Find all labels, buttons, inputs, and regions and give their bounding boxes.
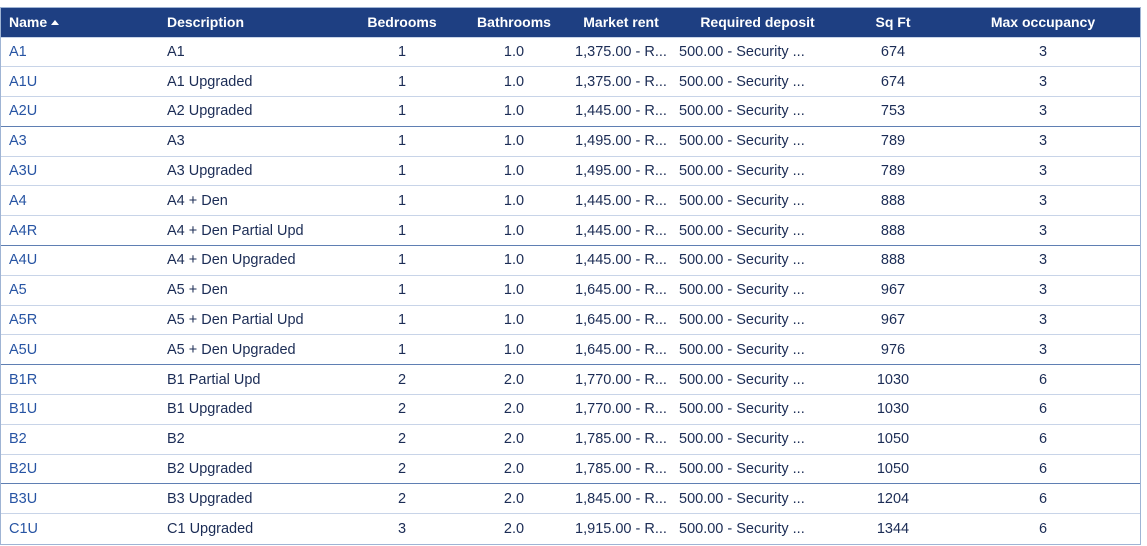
table-row[interactable]: [1, 305, 1140, 335]
bathrooms-cell: 2.0: [503, 401, 525, 418]
column-header-required-deposit[interactable]: Required deposit: [700, 14, 815, 31]
bedrooms-cell: 1: [397, 103, 407, 120]
table-row[interactable]: [1, 484, 1140, 514]
bathrooms-cell: 1.0: [503, 73, 525, 90]
deposit-cell: 500.00 - Security ...: [679, 341, 805, 358]
table-body: [1, 37, 1140, 544]
bathrooms-cell: 1.0: [503, 222, 525, 239]
deposit-cell: 500.00 - Security ...: [679, 43, 805, 60]
bathrooms-cell: 2.0: [503, 490, 525, 507]
floorplan-link[interactable]: A5: [9, 282, 27, 299]
table-row[interactable]: [1, 365, 1140, 395]
table-row[interactable]: [1, 246, 1140, 276]
sq-ft-cell: 888: [880, 192, 906, 209]
name-cell[interactable]: [1, 97, 163, 127]
bathrooms-cell: 2.0: [503, 371, 525, 388]
deposit-cell: 500.00 - Security ...: [679, 163, 805, 180]
deposit-cell: 500.00 - Security ...: [679, 461, 805, 478]
column-header-bedrooms[interactable]: Bedrooms: [367, 14, 437, 31]
bedrooms-cell: 1: [397, 163, 407, 180]
max-occupancy-cell: 3: [1038, 282, 1048, 299]
market-rent-cell: 1,375.00 - R...: [575, 43, 667, 60]
bedrooms-cell: 1: [397, 133, 407, 150]
table-row[interactable]: [1, 67, 1140, 97]
max-occupancy-cell: 3: [1038, 312, 1048, 329]
market-rent-cell: 1,645.00 - R...: [575, 282, 667, 299]
bedrooms-cell: 1: [397, 341, 407, 358]
column-header-sq-ft[interactable]: Sq Ft: [875, 14, 911, 31]
bathrooms-cell: 1.0: [503, 43, 525, 60]
sq-ft-cell: 1344: [876, 520, 910, 537]
max-occupancy-cell: 3: [1038, 163, 1048, 180]
bedrooms-cell: 2: [397, 371, 407, 388]
market-rent-cell: 1,645.00 - R...: [575, 312, 667, 329]
description-cell: A5 + Den Partial Upd: [167, 312, 304, 329]
description-cell: B2: [167, 431, 185, 448]
bathrooms-cell: 1.0: [503, 163, 525, 180]
table-row[interactable]: [1, 216, 1140, 246]
market-rent-cell: 1,445.00 - R...: [575, 192, 667, 209]
bedrooms-cell: 1: [397, 43, 407, 60]
table-row[interactable]: [1, 335, 1140, 365]
market-rent-cell: 1,375.00 - R...: [575, 73, 667, 90]
description-cell: A3: [167, 133, 185, 150]
sq-ft-cell: 888: [880, 252, 906, 269]
name-cell[interactable]: [1, 67, 163, 97]
name-cell[interactable]: [1, 246, 163, 276]
table-row[interactable]: [1, 395, 1140, 425]
name-cell[interactable]: [1, 305, 163, 335]
sort-ascending-icon: [51, 20, 59, 25]
bedrooms-cell: 3: [397, 520, 407, 537]
sq-ft-cell: 674: [880, 73, 906, 90]
description-cell: B3 Upgraded: [167, 490, 253, 507]
deposit-cell: 500.00 - Security ...: [679, 133, 805, 150]
sq-ft-cell: 967: [880, 312, 906, 329]
table-row[interactable]: [1, 186, 1140, 216]
table-row[interactable]: [1, 514, 1140, 544]
deposit-cell: 500.00 - Security ...: [679, 490, 805, 507]
bathrooms-cell: 1.0: [503, 341, 525, 358]
deposit-cell: 500.00 - Security ...: [679, 520, 805, 537]
sq-ft-cell: 1050: [876, 461, 910, 478]
description-cell: B2 Upgraded: [167, 461, 253, 478]
floorplan-link[interactable]: A3: [9, 133, 27, 150]
floorplan-link[interactable]: A1: [9, 43, 27, 60]
table-row[interactable]: [1, 454, 1140, 484]
max-occupancy-cell: 3: [1038, 43, 1048, 60]
sq-ft-cell: 888: [880, 222, 906, 239]
column-header-max-occupancy[interactable]: Max occupancy: [990, 14, 1096, 31]
max-occupancy-cell: 6: [1038, 490, 1048, 507]
market-rent-cell: 1,845.00 - R...: [575, 490, 667, 507]
name-cell[interactable]: [1, 275, 163, 305]
sq-ft-cell: 967: [880, 282, 906, 299]
floorplan-link[interactable]: B2U: [9, 461, 38, 478]
deposit-cell: 500.00 - Security ...: [679, 401, 805, 418]
bedrooms-cell: 1: [397, 312, 407, 329]
sq-ft-cell: 1204: [876, 490, 910, 507]
max-occupancy-cell: 6: [1038, 371, 1048, 388]
description-cell: A1 Upgraded: [167, 73, 253, 90]
floorplan-link[interactable]: A5R: [9, 312, 38, 329]
column-header-name[interactable]: [1, 8, 163, 37]
table-row[interactable]: [1, 126, 1140, 156]
bathrooms-cell: 2.0: [503, 461, 525, 478]
name-cell[interactable]: [1, 156, 163, 186]
deposit-cell: 500.00 - Security ...: [679, 103, 805, 120]
bedrooms-cell: 2: [397, 461, 407, 478]
bathrooms-cell: 1.0: [503, 192, 525, 209]
bathrooms-cell: 1.0: [503, 312, 525, 329]
floorplan-link[interactable]: A5U: [9, 341, 38, 358]
max-occupancy-cell: 3: [1038, 252, 1048, 269]
description-cell: A4 + Den Partial Upd: [167, 222, 304, 239]
bathrooms-cell: 1.0: [503, 252, 525, 269]
deposit-cell: 500.00 - Security ...: [679, 192, 805, 209]
description-cell: A4 + Den Upgraded: [167, 252, 296, 269]
deposit-cell: 500.00 - Security ...: [679, 371, 805, 388]
bathrooms-cell: 2.0: [503, 520, 525, 537]
column-header-description[interactable]: Description: [167, 14, 245, 31]
name-cell[interactable]: [1, 335, 163, 365]
bedrooms-cell: 1: [397, 282, 407, 299]
market-rent-cell: 1,495.00 - R...: [575, 133, 667, 150]
bathrooms-cell: 2.0: [503, 431, 525, 448]
header-row: [1, 8, 1140, 37]
sq-ft-cell: 753: [880, 103, 906, 120]
bedrooms-cell: 1: [397, 222, 407, 239]
column-header-bathrooms[interactable]: Bathrooms: [477, 14, 551, 31]
market-rent-cell: 1,770.00 - R...: [575, 401, 667, 418]
name-cell[interactable]: [1, 424, 163, 454]
deposit-cell: 500.00 - Security ...: [679, 431, 805, 448]
table-row[interactable]: [1, 424, 1140, 454]
floorplan-link[interactable]: A3U: [9, 163, 38, 180]
floorplan-link[interactable]: A4: [9, 192, 27, 209]
sq-ft-cell: 1050: [876, 431, 910, 448]
name-cell[interactable]: [1, 395, 163, 425]
floorplans-grid: [0, 7, 1141, 545]
name-cell[interactable]: [1, 126, 163, 156]
deposit-cell: 500.00 - Security ...: [679, 222, 805, 239]
description-cell: A4 + Den: [167, 192, 228, 209]
deposit-cell: 500.00 - Security ...: [679, 252, 805, 269]
description-cell: B1 Partial Upd: [167, 371, 261, 388]
name-cell[interactable]: [1, 484, 163, 514]
sq-ft-cell: 976: [880, 341, 906, 358]
max-occupancy-cell: 6: [1038, 520, 1048, 537]
table-row[interactable]: [1, 156, 1140, 186]
name-cell[interactable]: [1, 37, 163, 67]
max-occupancy-cell: 3: [1038, 133, 1048, 150]
name-cell[interactable]: [1, 514, 163, 544]
market-rent-cell: 1,445.00 - R...: [575, 252, 667, 269]
max-occupancy-cell: 3: [1038, 222, 1048, 239]
max-occupancy-cell: 6: [1038, 431, 1048, 448]
column-header-label: Name: [9, 14, 48, 31]
floorplan-link[interactable]: A1U: [9, 73, 38, 90]
max-occupancy-cell: 3: [1038, 103, 1048, 120]
name-cell[interactable]: [1, 186, 163, 216]
market-rent-cell: 1,645.00 - R...: [575, 341, 667, 358]
sq-ft-cell: 674: [880, 43, 906, 60]
market-rent-cell: 1,445.00 - R...: [575, 103, 667, 120]
floorplan-link[interactable]: B3U: [9, 490, 38, 507]
bathrooms-cell: 1.0: [503, 282, 525, 299]
bedrooms-cell: 1: [397, 192, 407, 209]
floorplan-link[interactable]: C1U: [9, 520, 39, 537]
column-header-market-rent[interactable]: Market rent: [583, 14, 659, 31]
table-row[interactable]: [1, 275, 1140, 305]
bedrooms-cell: 1: [397, 252, 407, 269]
market-rent-cell: 1,785.00 - R...: [575, 461, 667, 478]
market-rent-cell: 1,445.00 - R...: [575, 222, 667, 239]
max-occupancy-cell: 3: [1038, 192, 1048, 209]
floorplan-link[interactable]: A2U: [9, 103, 38, 120]
description-cell: A2 Upgraded: [167, 103, 253, 120]
market-rent-cell: 1,770.00 - R...: [575, 371, 667, 388]
description-cell: A1: [167, 43, 185, 60]
max-occupancy-cell: 6: [1038, 461, 1048, 478]
max-occupancy-cell: 3: [1038, 73, 1048, 90]
name-cell[interactable]: [1, 454, 163, 484]
floorplan-link[interactable]: A4R: [9, 222, 38, 239]
bathrooms-cell: 1.0: [503, 133, 525, 150]
max-occupancy-cell: 3: [1038, 341, 1048, 358]
description-cell: A5 + Den Upgraded: [167, 341, 296, 358]
table-row[interactable]: [1, 37, 1140, 67]
bedrooms-cell: 2: [397, 431, 407, 448]
market-rent-cell: 1,495.00 - R...: [575, 163, 667, 180]
description-cell: C1 Upgraded: [167, 520, 254, 537]
market-rent-cell: 1,785.00 - R...: [575, 431, 667, 448]
bathrooms-cell: 1.0: [503, 103, 525, 120]
description-cell: B1 Upgraded: [167, 401, 253, 418]
max-occupancy-cell: 6: [1038, 401, 1048, 418]
sq-ft-cell: 1030: [876, 371, 910, 388]
table-row[interactable]: [1, 97, 1140, 127]
floorplan-link[interactable]: B1U: [9, 401, 38, 418]
market-rent-cell: 1,915.00 - R...: [575, 520, 667, 537]
floorplan-link[interactable]: B2: [9, 431, 27, 448]
deposit-cell: 500.00 - Security ...: [679, 73, 805, 90]
bedrooms-cell: 1: [397, 73, 407, 90]
deposit-cell: 500.00 - Security ...: [679, 312, 805, 329]
bedrooms-cell: 2: [397, 401, 407, 418]
sq-ft-cell: 789: [880, 133, 906, 150]
table-header: [1, 8, 1140, 37]
deposit-cell: 500.00 - Security ...: [679, 282, 805, 299]
floorplan-link[interactable]: B1R: [9, 371, 38, 388]
description-cell: A5 + Den: [167, 282, 228, 299]
sq-ft-cell: 1030: [876, 401, 910, 418]
floorplan-link[interactable]: A4U: [9, 252, 38, 269]
sq-ft-cell: 789: [880, 163, 906, 180]
name-cell[interactable]: [1, 365, 163, 395]
name-cell[interactable]: [1, 216, 163, 246]
floorplans-table: [1, 8, 1140, 544]
description-cell: A3 Upgraded: [167, 163, 253, 180]
bedrooms-cell: 2: [397, 490, 407, 507]
